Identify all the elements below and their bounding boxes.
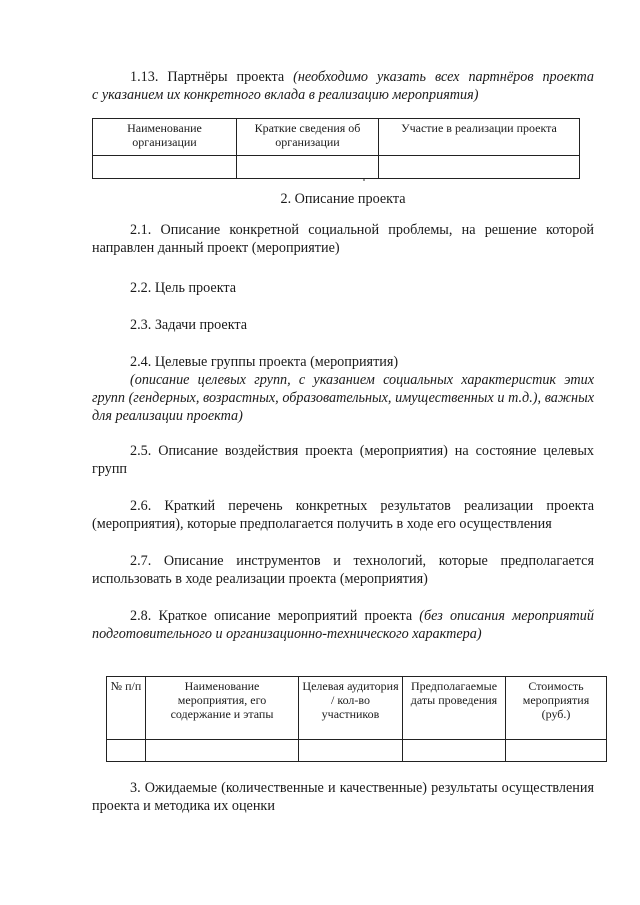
section-2-3: 2.3. Задачи проекта — [130, 317, 248, 333]
section-1-13-note-line1: (необходимо указать всех партнёров проекта — [293, 69, 594, 85]
partners-table — [92, 118, 580, 179]
section-2-4: 2.4. Целевые группы проекта (мероприятия) — [130, 354, 399, 370]
table-row — [107, 740, 607, 762]
section-2-8 — [92, 607, 594, 643]
events-cell — [146, 740, 299, 762]
section-2-8-text: 2.8. Краткое описание мероприятий проекта — [130, 608, 413, 624]
events-cell — [299, 740, 403, 762]
partners-header-name: Наименование организации — [93, 119, 237, 156]
events-table — [106, 676, 607, 762]
events-header-dates: Предполагаемые даты проведения — [403, 677, 506, 740]
section-2-7: 2.7. Описание инструментов и технологий, которые предполагается использовать в ходе реализации проекта (мероприятия) — [92, 553, 594, 587]
section-2-heading: 2. Описание проекта — [280, 191, 406, 207]
partners-table-header-row — [93, 119, 580, 156]
section-1-13-line1 — [92, 68, 594, 86]
section-2-8-note: (без описания мероприятий подготовительного и организационно-технического характера) — [92, 608, 594, 642]
partners-cell — [237, 156, 379, 179]
events-header-audience: Целевая аудитория / кол-во участников — [299, 677, 403, 740]
events-table-header-row — [107, 677, 607, 740]
section-1-13-number: 1.13. — [130, 69, 159, 85]
partners-header-info: Краткие сведения об организации — [237, 119, 379, 156]
section-2-2: 2.2. Цель проекта — [130, 280, 237, 296]
section-1-13-note-line2: с указанием их конкретного вклада в реализацию мероприятия) — [92, 87, 479, 103]
scan-speck — [363, 179, 365, 181]
section-1-13-title: Партнёры проекта — [167, 69, 285, 85]
events-cell — [107, 740, 146, 762]
events-cell — [403, 740, 506, 762]
table-row — [93, 156, 580, 179]
partners-header-participation: Участие в реализации проекта — [379, 119, 580, 156]
events-header-number: № п/п — [107, 677, 146, 740]
partners-cell — [93, 156, 237, 179]
section-2-6: 2.6. Краткий перечень конкретных результатов реализации проекта (мероприятия), которые предполагается получить в ходе его осуществления — [92, 498, 594, 532]
section-2-1: 2.1. Описание конкретной социальной проблемы, на решение которой направлен данный проект (мероприятие) — [92, 222, 594, 256]
events-header-name: Наименование мероприятия, его содержание и этапы — [146, 677, 299, 740]
section-2-5: 2.5. Описание воздействия проекта (мероприятия) на состояние целевых групп — [92, 443, 594, 477]
events-cell — [506, 740, 607, 762]
section-2-4-note: (описание целевых групп, с указанием социальных характеристик этих групп (гендерных, возрастных, образовательных, имущественных и т.д.), важных для реализации проекта) — [92, 372, 594, 424]
section-3: 3. Ожидаемые (количественные и качественные) результаты осуществления проекта и методика их оценки — [92, 780, 594, 814]
events-header-cost: Стоимость мероприятия (руб.) — [506, 677, 607, 740]
partners-cell — [379, 156, 580, 179]
